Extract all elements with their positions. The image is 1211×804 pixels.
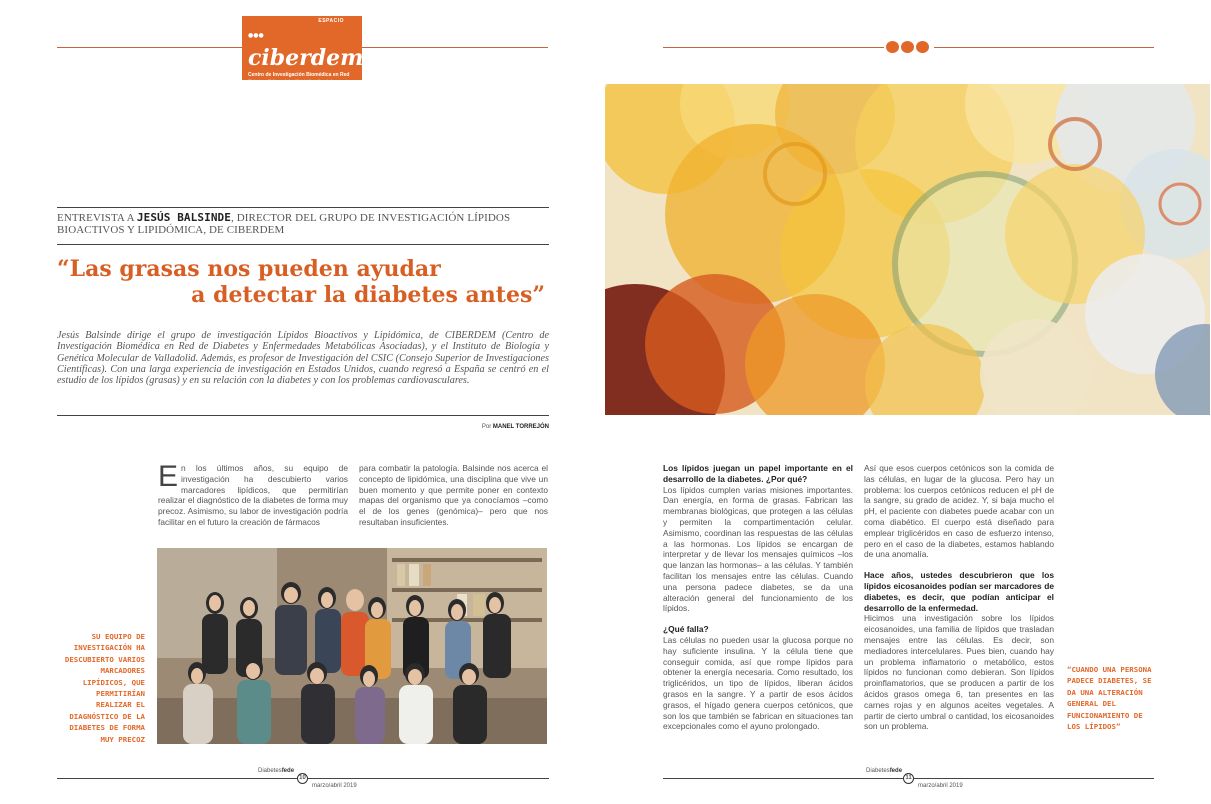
footer-right-brand: Diabetes (866, 768, 890, 774)
abstract-circles-illustration (605, 84, 1210, 415)
footer-left-brand: Diabetes (258, 768, 282, 774)
answer-2-continued: Así que esos cuerpos cetónicos son la comida de las células, en lugar de la glucosa. Pero hay un problema: los cuerpos cetónicos reducen el pH de la sangre, su grado de acidez. Y, si baja mucho el pH, el paciente con diabetes puede acabar con un coma diabético. El cuerpo está diseñado para emplear triglicéridos en caso de esfuerzo intenso, pero en el caso de la diabetes, estamos hablando de una anomalía. (864, 463, 1054, 560)
body-column-1 (158, 460, 348, 528)
article-intro: Jesús Balsinde dirige el grupo de investigación Lípidos Bioactivos y Lipidómica, de CIBERDEM (Centro de Investigación Biomédica en Red de Diabetes y Enfermedades Metabólicas Asociadas), y el Instituto de Biología y Genética Molecular de Valladolid. Además, es profesor de Investigación del CSIC (Consejo Superior de Investigaciones Científicas). Con una larga experiencia de investigación en Estados Unidos, cuando regresó a España se centró en el estudio de los lípidos (grasas) y en su relación con la diabetes y con los problemas cardiovasculares. (57, 330, 549, 387)
byline-prefix: Por (481, 424, 493, 430)
pullquote-right: “CUANDO UNA PERSONA PADECE DIABETES, SE DA UNA ALTERACIÓN GENERAL DEL FUNCIONAMIENTO DE LOS LÍPIDOS” (1067, 665, 1152, 732)
kicker-bottom-rule (57, 244, 549, 245)
pullquote-left: SU EQUIPO DE INVESTIGACIÓN HA DESCUBIERTO VARIOS MARCADORES LIPÍDICOS, QUE PERMITIRÍAN REALIZAR EL DIAGNÓSTICO DE LA DIABETES DE FORMA MUY PRECOZ (64, 632, 145, 744)
team-photo-illustration (157, 548, 547, 744)
dropcap: E (158, 460, 179, 493)
ciberdem-logo (242, 16, 364, 83)
footer-left-date: marzo/abril 2019 (312, 783, 357, 789)
header-rule-right (663, 47, 884, 48)
decorative-artwork (605, 84, 1210, 415)
footer-right (866, 768, 902, 774)
page-number-right: 11 (903, 773, 914, 784)
kicker-rest: , DIRECTOR DEL GRUPO DE INVESTIGACIÓN LÍPIDOS BIOACTIVOS Y LIPIDÓMICA, DE CIBERDEM (57, 212, 511, 236)
question-3: Hace años, ustedes descubrieron que los lípidos eicosanoides podían ser marcadores de diabetes, es decir, que podían anticipar el desarrollo de la enfermedad. (864, 570, 1054, 613)
body-column-3 (663, 463, 853, 742)
kicker-prefix: ENTREVISTA A (57, 212, 137, 224)
answer-2: Las células no pueden usar la glucosa porque no hay suficiente insulina. Y la célula tiene que conseguir comida, así que rompe lípidos para obtener la energía necesaria. Como resultado, los triglicéridos, un tipo de lípidos, liberan ácidos grasos en la sangre. Y a partir de esos ácidos grasos, el hígado genera cuerpos cetónicos, que son los que también se fabrican en situaciones tan excepcionales como el ayuno prolongado. (663, 634, 853, 732)
header-rule-left (57, 47, 242, 48)
article-headline (57, 256, 549, 308)
header-rule-right-2 (934, 47, 1154, 48)
body-column-4 (864, 463, 1054, 742)
headline-line2: a detectar la diabetes antes” (191, 282, 545, 308)
footer-left-page (297, 773, 308, 784)
answer-1: Los lípidos cumplen varias misiones importantes. Dan energía, en forma de grasas. Fabrican las membranas biológicas, que protegen a las células y permiten la compartimentación celular. Asimismo, coordinan las respuestas de las células a las hormonas. Los lípidos se encargan de interpretar y de llevar los mensajes químicos –los que lanzan las hormonas– a las células. Y también facilitan los mensajes entre las células. Cuando una persona padece diabetes, se da una alteración general del funcionamiento de los lípidos. (663, 484, 853, 614)
body-column-2 (359, 463, 548, 528)
footer-right-brand-bold: fede (889, 768, 903, 774)
byline-name: MANEL TORREJÓN (492, 424, 549, 430)
question-2: ¿Qué falla? (663, 624, 709, 635)
answer-3: Hicimos una investigación sobre los lípidos eicosanoides, una familia de lípidos que trasladan mensajes entre las células. Es decir, son mediadores intercelulares. Pues bien, cuando hay un problema inflamatorio o metabólico, estos lípidos no funcionan como debieran. Son lípidos proinflamatorios, que se producen a partir de los ácidos grasos omega 6, tan presentes en las carnes rojas y en algunos aceites vegetales. A partir de cierto umbral o cantidad, los eicosanoides son un problema. (864, 613, 1054, 732)
team-photo (157, 548, 547, 744)
question-1: Los lípidos juegan un papel importante en el desarrollo de la diabetes. ¿Por qué? (663, 463, 853, 484)
logo-espacio: ESPACIO (318, 18, 344, 24)
logo-line2: Diabetes y Enfermedades Metabólicas Asociadas (248, 78, 336, 83)
footer-right-page (903, 773, 914, 784)
logo-dots-icon: ●●● (248, 32, 264, 39)
footer-right-date: marzo/abril 2019 (918, 783, 963, 789)
logo-brand: ciberdem (248, 45, 364, 71)
kicker-top-rule (57, 207, 549, 208)
kicker-name: JESÚS BALSINDE (136, 211, 231, 224)
page-number-left: 10 (297, 773, 308, 784)
body-column-1-text: n los últimos años, su equipo de investigación ha descubierto varios marcadores lipídicos, que permitirían realizar el diagnóstico de la diabetes de forma muy precoz. Asimismo, su labor de investigación podría facilitar en el futuro la creación de fármacos (158, 463, 348, 527)
footer-left (258, 768, 294, 774)
header-rule-left-2 (362, 47, 548, 48)
byline (380, 424, 549, 430)
body-column-2-text: para combatir la patología. Balsinde nos acerca el concepto de lipidómica, una disciplina que vive un buen momento y que permite poner en contexto mapas del organismo que ya conocíamos –como el de los genes (genómica)– pero que nos resultaban insuficientes. (359, 463, 548, 527)
footer-left-brand-bold: fede (281, 768, 295, 774)
intro-bottom-rule (57, 415, 549, 416)
logo-line1: Centro de Investigación Biomédica en Red (248, 72, 350, 78)
section-dots-icon (886, 41, 932, 53)
article-kicker (57, 212, 549, 236)
headline-line1: “Las grasas nos pueden ayudar (57, 256, 441, 282)
